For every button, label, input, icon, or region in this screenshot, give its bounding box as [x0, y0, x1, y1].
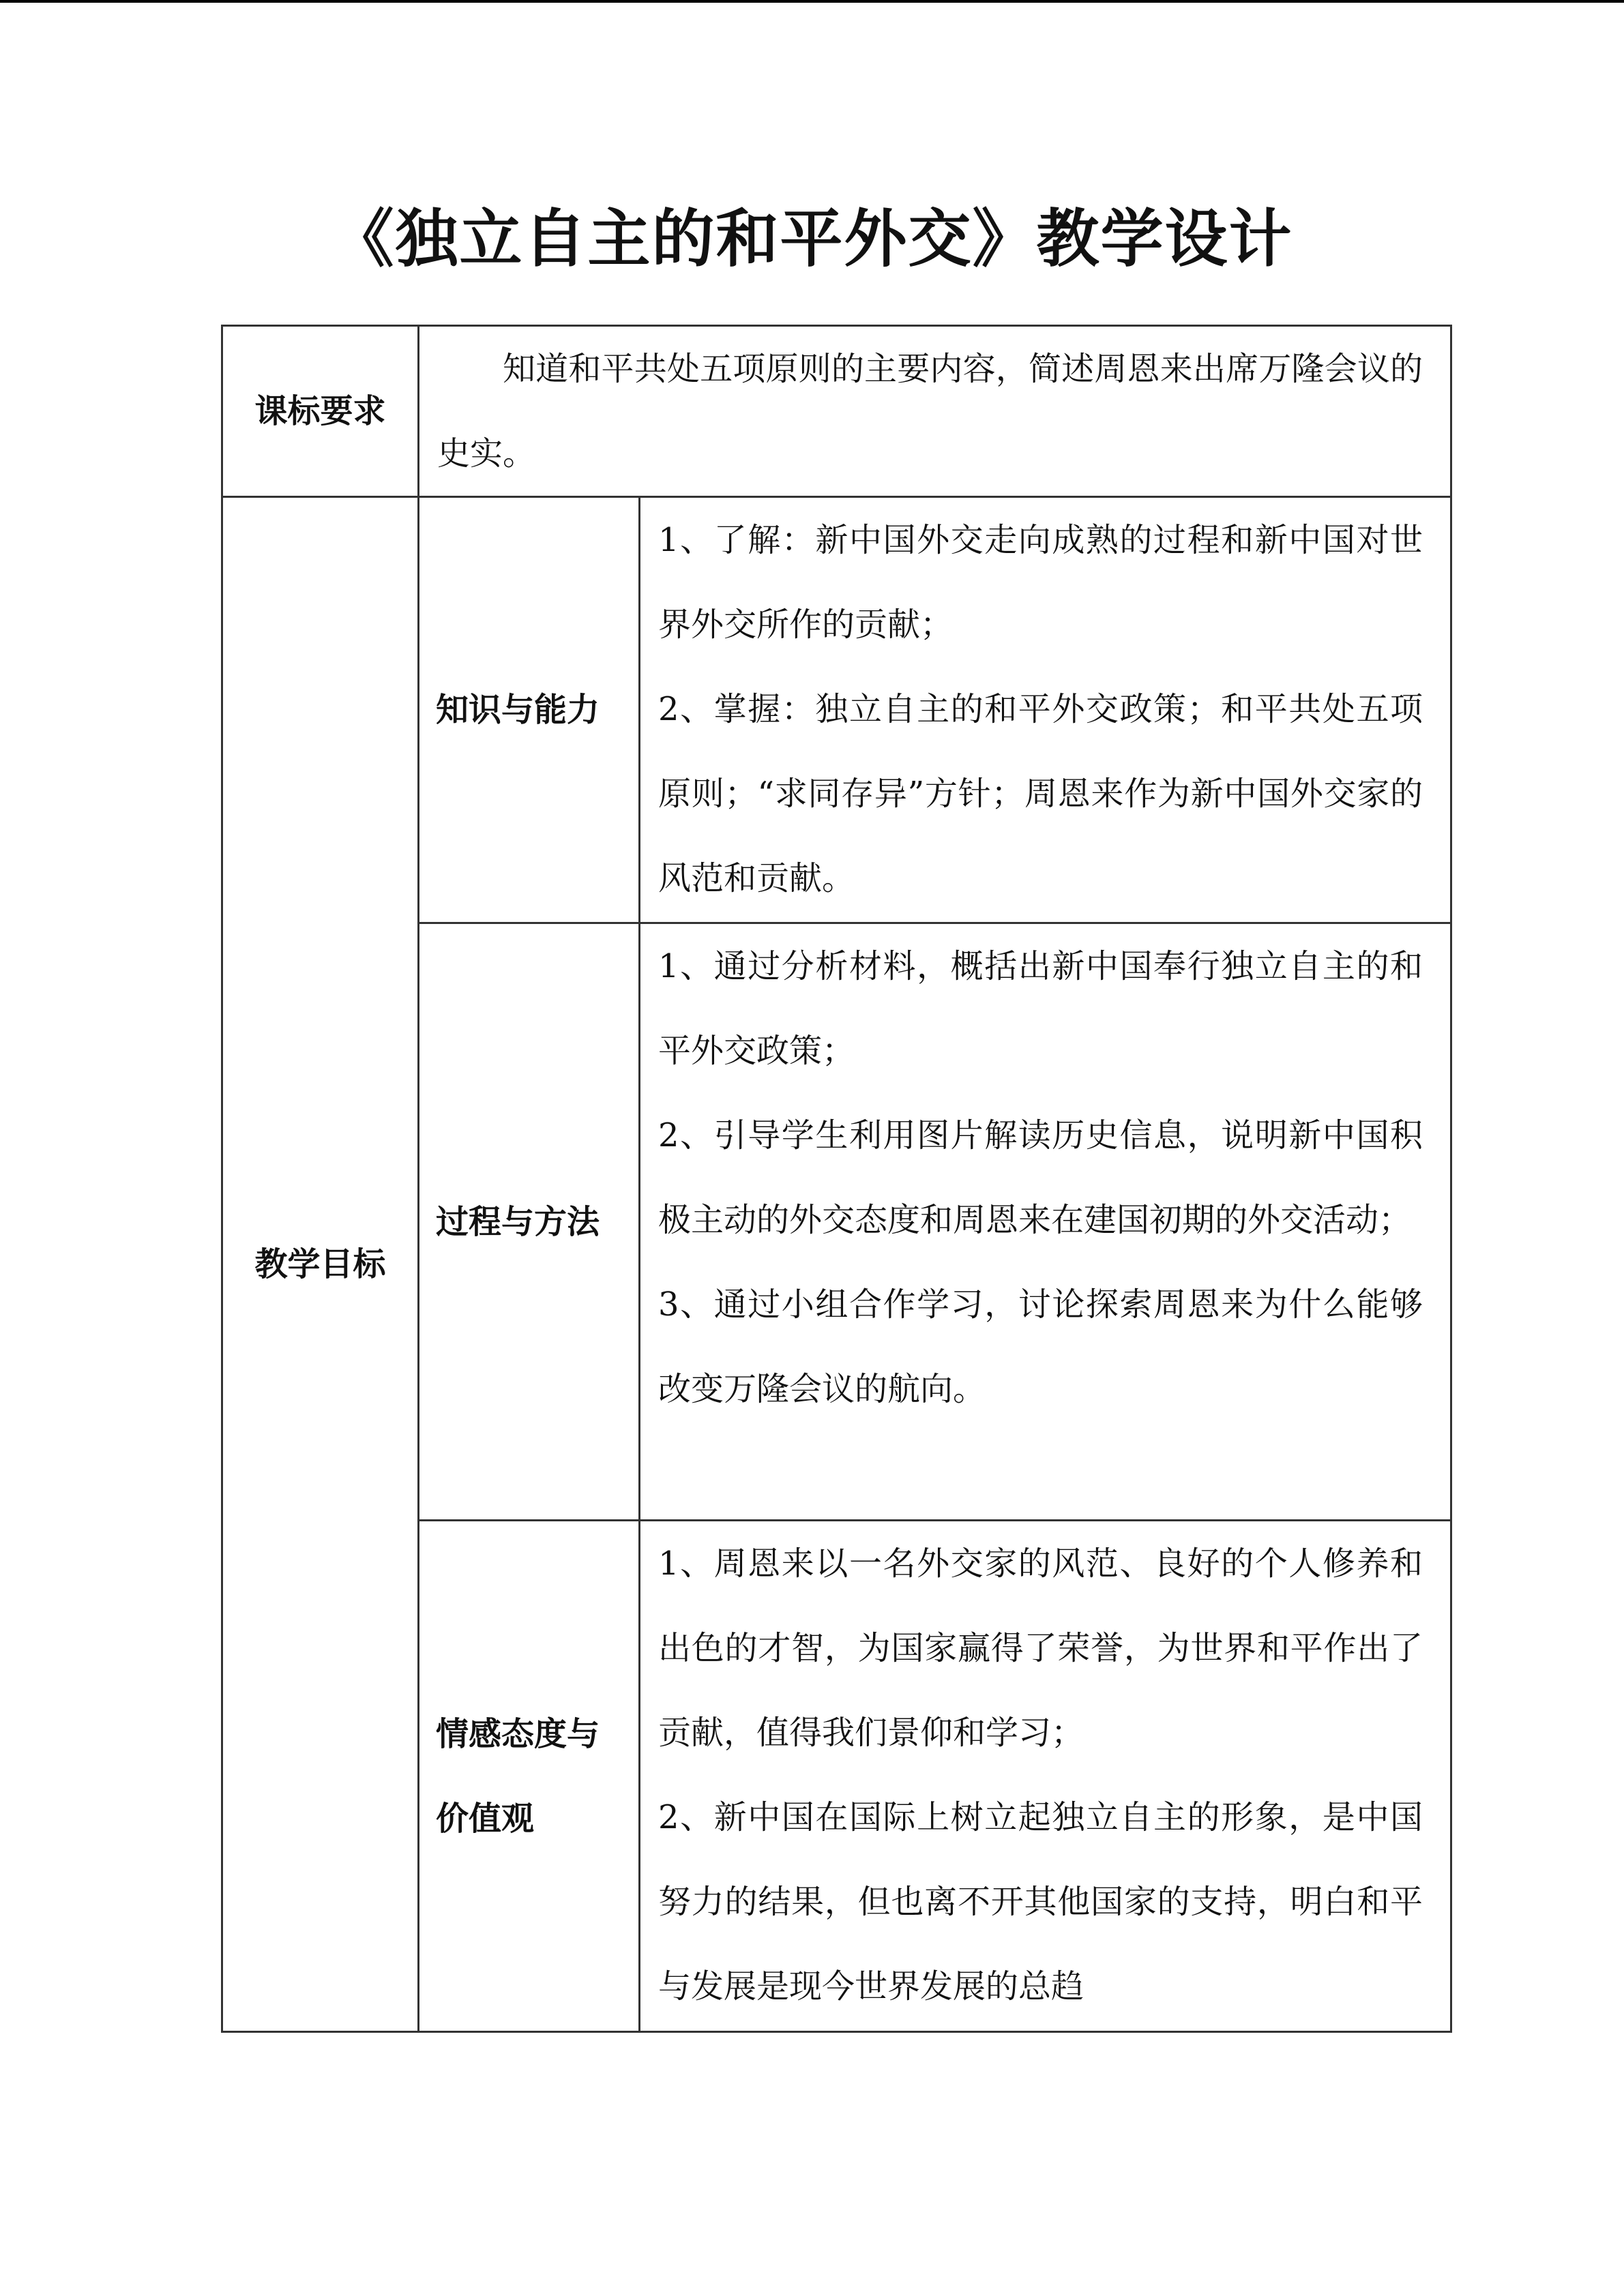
standard-text: 知道和平共处五项原则的主要内容，简述周恩来出席万隆会议的史实。: [437, 350, 1423, 473]
emotion-item-1: 1、周恩来以一名外交家的风范、良好的个人修养和出色的才智，为国家赢得了荣誉，为世界和平作出了贡献，值得我们景仰和学习；: [658, 1545, 1423, 1752]
objectives-label: 教学目标: [222, 497, 419, 2032]
top-border-line: [0, 0, 1624, 3]
knowledge-item-2: 2、掌握：独立自主的和平外交政策；和平共处五项原则；“求同存异”方针；周恩来作为新中国外交家的风范和贡献。: [658, 690, 1423, 897]
emotion-item-2: 2、新中国在国际上树立起独立自主的形象，是中国努力的结果，但也离不开其他国家的支持，明白和平与发展是现今世界发展的总趋: [658, 1798, 1423, 2006]
process-item-2: 2、引导学生利用图片解读历史信息，说明新中国积极主动的外交态度和周恩来在建国初期的外交活动；: [658, 1116, 1423, 1239]
process-content: [640, 923, 1451, 1521]
page-title: 《独立自主的和平外交》教学设计: [331, 202, 1293, 275]
knowledge-item-1: 1、了解：新中国外交走向成熟的过程和新中国对世界外交所作的贡献；: [658, 521, 1423, 644]
knowledge-label: 知识与能力: [419, 497, 640, 923]
process-item-1: 1、通过分析材料，概括出新中国奉行独立自主的和平外交政策；: [658, 947, 1423, 1070]
teaching-design-table: [221, 325, 1452, 2033]
emotion-content: [640, 1521, 1451, 2032]
standard-content: [419, 326, 1451, 497]
emotion-content-clip: [658, 1521, 1423, 2029]
knowledge-content: [640, 497, 1451, 923]
process-item-3: 3、通过小组合作学习，讨论探索周恩来为什么能够改变万隆会议的航向。: [658, 1285, 1423, 1408]
table-row-knowledge: [222, 497, 1451, 923]
standard-label: 课标要求: [222, 326, 419, 497]
table-row-standard: [222, 326, 1451, 497]
emotion-label: 情感态度与价值观: [419, 1521, 640, 2032]
process-label: 过程与方法: [419, 923, 640, 1521]
